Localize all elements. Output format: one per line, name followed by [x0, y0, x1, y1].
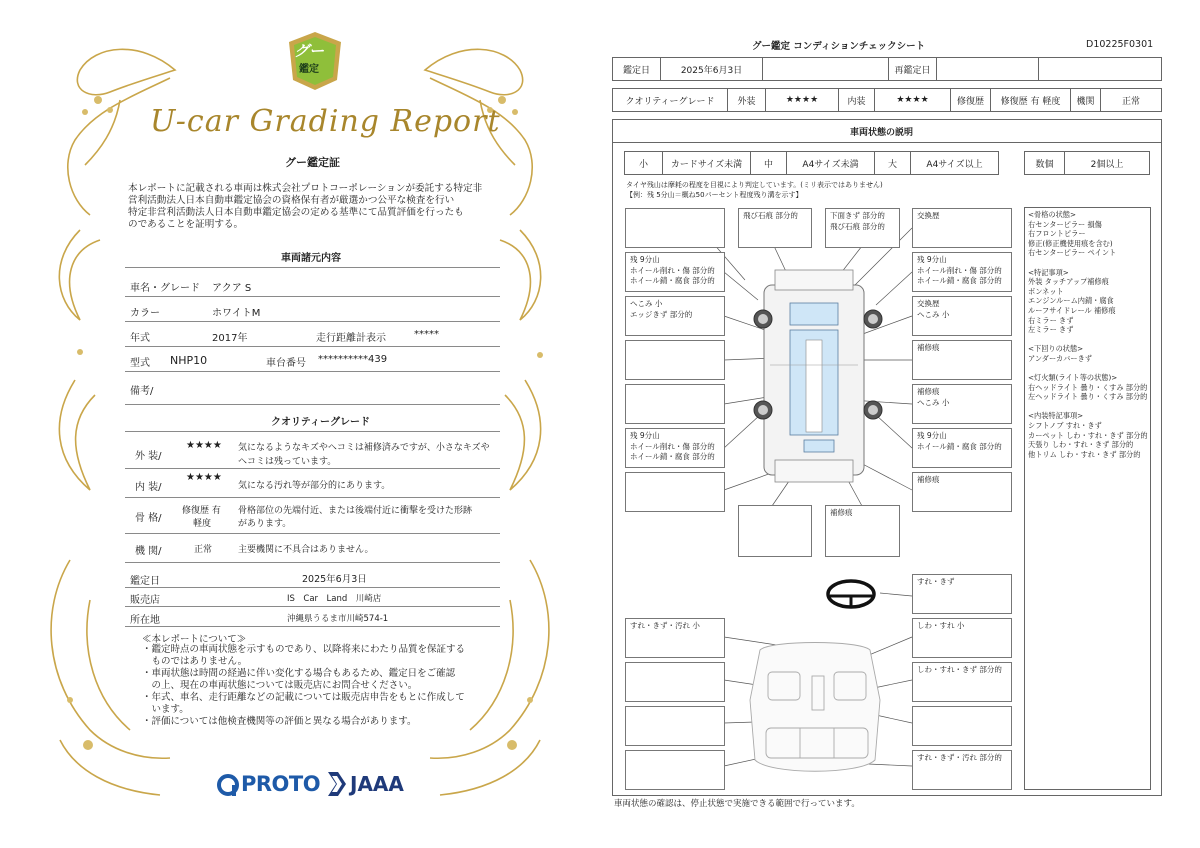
size-legend: 小 カードサイズ未満 中 A4サイズ未満 大 A4サイズ以上 — [624, 151, 999, 175]
note-item: ものではありません。 — [142, 656, 248, 667]
jaaa-logo-text: JAAA — [350, 772, 404, 796]
comment-box: 下面きず 部分的 飛び石痕 部分的 — [825, 208, 900, 248]
repair-label: 修復歴 — [951, 89, 991, 111]
sheet-title: グー鑑定 コンディションチェックシート — [752, 41, 926, 52]
model-value: NHP10 — [170, 354, 208, 367]
interior-grade: ★★★★ — [186, 472, 222, 483]
frame-label: 骨 格/ — [135, 513, 162, 524]
exterior-desc-2: ヘコミは残っています。 — [238, 457, 337, 467]
note-item: ・評価については他検査機関等の評価と異なる場合があります。 — [142, 716, 417, 727]
side-note-line: 右センターピラー ペイント — [1028, 248, 1117, 258]
spec-title: 車両諸元内容 — [281, 253, 341, 264]
name-label: 車名・グレード — [130, 283, 200, 294]
remarks-label: 備考/ — [130, 386, 154, 397]
sheet-date-value: 2025年6月3日 — [661, 58, 763, 80]
comment-box — [625, 750, 725, 790]
tire-note-2: 【例：残 5分山＝概ね50パーセント程度残り溝を示す】 — [626, 191, 803, 199]
engine-label-r: 機関 — [1071, 89, 1101, 111]
side-note-line: <下回りの状態> — [1028, 344, 1084, 354]
notes-title: ≪本レポートについて≫ — [142, 634, 247, 645]
chassis-label: 車台番号 — [266, 358, 306, 369]
comment-box: 交換歴 へこみ 小 — [912, 296, 1012, 336]
status-title: 車両状態の説明 — [850, 128, 914, 138]
note-item: ・鑑定時点の車両状態を示すものであり、以降将来にわたり品質を保証する — [142, 644, 466, 655]
mileage-label: 走行距離計表示 — [316, 333, 386, 344]
ext-label: 外装 — [728, 89, 766, 111]
int-value: ★★★★ — [875, 89, 951, 111]
exterior-desc-1: 気になるようなキズやヘコミは補修済みですが、小さなキズや — [238, 443, 490, 453]
comment-box: 残 9分山 ホイール錆・腐食 部分的 — [912, 428, 1012, 468]
ext-value: ★★★★ — [766, 89, 839, 111]
badge-sub: 鑑定 — [299, 64, 319, 75]
intro-text: 本レポートに記載される車両は株式会社プロトコーポレーションが委託する特定非 営利活動法人日本自動車鑑定協会の資格保有者が厳選かつ公平な検査を行い 特定非営利活動法人日本自動車鑑定協会の定める基準にて品質評価を行ったも のであることを証明する。 — [128, 183, 483, 230]
side-note-line — [1028, 258, 1148, 268]
note-item: ・車両状態は時間の経過に伴い変化する場合もあるため、鑑定日をご確認 — [142, 668, 456, 679]
color-value: ホワイトM — [212, 308, 261, 319]
side-note-line: 他トリム しわ・すれ・きず 部分的 — [1028, 449, 1141, 459]
comment-box: 残 9分山 ホイール削れ・傷 部分的 ホイール錆・腐食 部分的 — [625, 428, 725, 468]
side-notes — [1028, 210, 1148, 459]
sheet-footer: 車両状態の確認は、停止状態で実施できる範囲で行っています。 — [614, 799, 860, 809]
jaaa-logo-icon — [326, 770, 348, 798]
comment-box: 補修痕 — [912, 472, 1012, 512]
side-note-line: ルーフサイドレール 補修痕 — [1028, 305, 1116, 315]
comment-box: しわ・すれ・きず 部分的 — [912, 662, 1012, 702]
side-note-line: シフトノブ すれ・きず — [1028, 421, 1102, 431]
comment-box — [625, 208, 725, 248]
addr-value: 沖縄県うるま市川崎574-1 — [287, 614, 389, 624]
quality-grade-label: クオリティーグレード — [613, 89, 728, 111]
comment-box — [912, 706, 1012, 746]
comment-box — [625, 472, 725, 512]
frame-grade-2: 軽度 — [193, 519, 212, 529]
side-note-line: 外装 タッチアップ補修痕 — [1028, 277, 1109, 287]
repair-value: 修復歴 有 軽度 — [991, 89, 1071, 111]
shop-label: 販売店 — [130, 595, 160, 606]
comment-box: 補修痕 — [825, 505, 900, 557]
comment-box: 補修痕 へこみ 小 — [912, 384, 1012, 424]
quality-title: クオリティーグレード — [271, 417, 370, 428]
comment-box: すれ・きず・汚れ 部分的 — [912, 750, 1012, 790]
mileage-value: ***** — [414, 329, 439, 340]
doc-id: D10225F0301 — [1086, 39, 1154, 50]
comment-box: 残 9分山 ホイール削れ・傷 部分的 ホイール錆・腐食 部分的 — [625, 252, 725, 292]
side-note-line: 右ヘッドライト 曇り・くすみ 部分的 — [1028, 382, 1148, 392]
side-note-line: 右フロントピラー — [1028, 229, 1086, 239]
comment-box: 飛び石痕 部分的 — [738, 208, 812, 248]
comment-box: すれ・きず・汚れ 小 — [625, 618, 725, 658]
comment-box — [738, 505, 812, 557]
exterior-label: 外 装/ — [135, 451, 162, 462]
date-value: 2025年6月3日 — [302, 574, 367, 585]
badge-text: グー — [294, 42, 325, 60]
reinspect-label: 再鑑定日 — [889, 58, 937, 80]
comment-box — [625, 706, 725, 746]
interior-label: 内 装/ — [135, 482, 162, 493]
note-item: ・年式、車名、走行距離などの記載については販売店申告をもとに作成して — [142, 692, 465, 703]
sheet-date-label: 鑑定日 — [613, 58, 661, 80]
comment-box — [625, 384, 725, 424]
comment-box: しわ・すれ 小 — [912, 618, 1012, 658]
side-note-line: ボンネット — [1028, 286, 1064, 296]
engine-value-r: 正常 — [1121, 96, 1140, 107]
comment-box — [625, 340, 725, 380]
shop-value: IS Car Land 川崎店 — [287, 594, 382, 604]
exterior-grade: ★★★★ — [186, 440, 222, 451]
side-note-line — [1028, 335, 1148, 345]
note-item: います。 — [142, 704, 189, 715]
comment-box: 補修痕 — [912, 340, 1012, 380]
year-value: 2017年 — [212, 333, 248, 344]
side-note-line: <特記事項> — [1028, 267, 1069, 277]
tire-note-1: タイヤ残山は摩耗の程度を目視により判定しています。(ミリ表示ではありません) — [626, 181, 883, 189]
side-note-line: <骨格の状態> — [1028, 210, 1076, 219]
proto-logo-icon — [216, 773, 240, 797]
comment-box: すれ・きず — [912, 574, 1012, 614]
frame-desc-1: 骨格部位の先端付近、または後端付近に衝撃を受けた形跡 — [238, 506, 473, 516]
addr-label: 所在地 — [130, 615, 160, 626]
comment-box: 交換歴 — [912, 208, 1012, 248]
side-note-line: 右ミラー きず — [1028, 315, 1074, 325]
side-note-line: 左ミラー きず — [1028, 325, 1074, 335]
date-row — [612, 57, 1162, 81]
notes-list — [142, 644, 465, 728]
proto-logo-text: PROTO — [241, 772, 321, 796]
chassis-value: **********439 — [318, 354, 388, 365]
side-note-line: アンダーカバーきず — [1028, 353, 1092, 363]
side-note-line — [1028, 364, 1148, 374]
frame-grade: 修復歴 有 — [182, 506, 221, 516]
year-label: 年式 — [130, 333, 150, 344]
comment-box: 残 9分山 ホイール削れ・傷 部分的 ホイール錆・腐食 部分的 — [912, 252, 1012, 292]
engine-label: 機 関/ — [135, 546, 162, 557]
date-label: 鑑定日 — [130, 576, 160, 587]
count-legend: 数個 2個以上 — [1024, 151, 1150, 175]
note-item: の上、現在の車両状態については販売店にお問合せください。 — [142, 680, 418, 691]
model-label: 型式 — [130, 358, 150, 369]
side-note-line: <内装特記事項> — [1028, 411, 1084, 421]
comment-box — [625, 662, 725, 702]
side-note-line: 修正(修正機使用痕を含む) — [1028, 238, 1113, 248]
engine-grade: 正常 — [194, 545, 213, 555]
side-note-line: <灯火類(ライト等の状態)> — [1028, 373, 1118, 383]
comment-box: へこみ 小 エッジきず 部分的 — [625, 296, 725, 336]
engine-desc: 主要機関に不具合はありません。 — [238, 545, 374, 555]
frame-desc-2: があります。 — [238, 519, 292, 529]
side-note-line: 左ヘッドライト 曇り・くすみ 部分的 — [1028, 392, 1148, 402]
side-note-line: カーペット しわ・すれ・きず 部分的 — [1028, 430, 1148, 440]
side-note-line: 右センターピラー 損傷 — [1028, 219, 1102, 229]
grade-row — [612, 88, 1162, 112]
side-note-line: エンジンルーム内錆・腐食 — [1028, 296, 1114, 306]
script-title: U-car Grading Report — [150, 104, 501, 139]
name-value: アクア S — [212, 283, 252, 294]
side-note-line: 天張り しわ・すれ・きず 部分的 — [1028, 440, 1134, 450]
int-label: 内装 — [839, 89, 875, 111]
color-label: カラー — [130, 308, 160, 319]
side-note-line — [1028, 402, 1148, 412]
certificate-heading: グー鑑定証 — [285, 156, 340, 169]
interior-desc: 気になる汚れ等が部分的にあります。 — [238, 481, 391, 491]
